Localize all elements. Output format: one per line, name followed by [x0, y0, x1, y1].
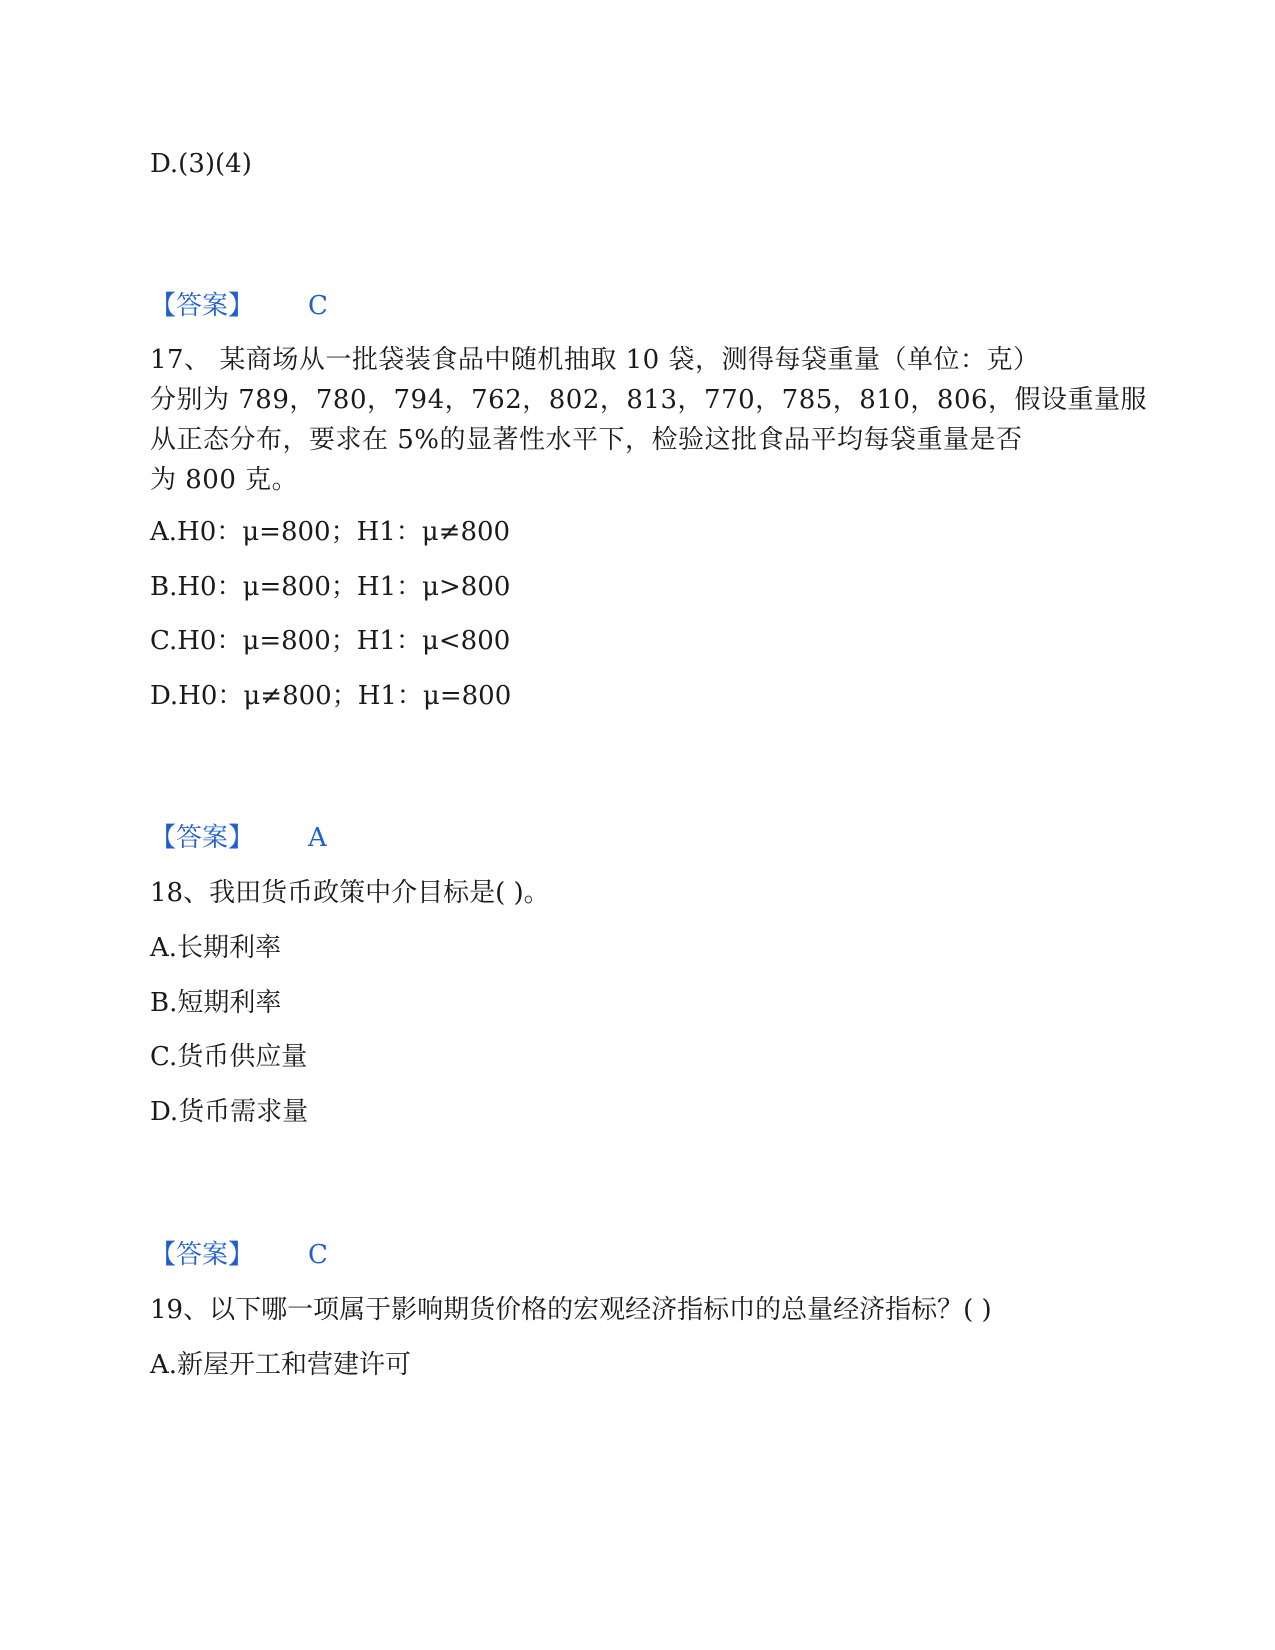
q17-option-b: B.H0：μ=800；H1：μ>800 [150, 572, 511, 602]
q18-option-a: A.长期利率 [150, 933, 282, 963]
q17-option-a: A.H0：μ=800；H1：μ≠800 [150, 517, 511, 547]
q17-option-c: C.H0：μ=800；H1：μ<800 [150, 626, 511, 656]
question-19: 19、以下哪一项属于影响期货价格的宏观经济指标巾的总量经济指标？( ) [150, 1295, 992, 1325]
q16-option-d: D.(3)(4) [150, 149, 252, 179]
answer-tag: 【答案】 [150, 823, 255, 853]
question-17-line: 为 800 克。 [150, 465, 299, 495]
q19-option-a: A.新屋开工和营建许可 [150, 1350, 412, 1380]
answer-18 [150, 1237, 328, 1273]
q18-option-d: D.货币需求量 [150, 1097, 309, 1127]
q18-option-b: B.短期利率 [150, 988, 282, 1018]
answer-tag: 【答案】 [150, 291, 255, 321]
question-18: 18、我田货币政策中介目标是( )。 [150, 878, 550, 908]
question-17-line: 从正态分布，要求在 5%的显著性水平下，检验这批食品平均每袋重量是否 [150, 425, 1023, 455]
answer-17 [150, 820, 327, 856]
question-17-line: 17、 某商场从一批袋装食品中随机抽取 10 袋，测得每袋重量（单位：克） [150, 345, 1040, 375]
answer-value: C [308, 291, 328, 321]
answer-value: A [308, 823, 327, 853]
question-17 [150, 340, 1148, 500]
q18-option-c: C.货币供应量 [150, 1042, 308, 1072]
question-17-line: 分别为 789，780，794，762，802，813，770，785，810，806，假设重量服 [150, 385, 1148, 415]
answer-tag: 【答案】 [150, 1240, 255, 1270]
q17-option-d: D.H0：μ≠800；H1：μ=800 [150, 681, 512, 711]
answer-16 [150, 288, 328, 324]
answer-value: C [308, 1240, 328, 1270]
